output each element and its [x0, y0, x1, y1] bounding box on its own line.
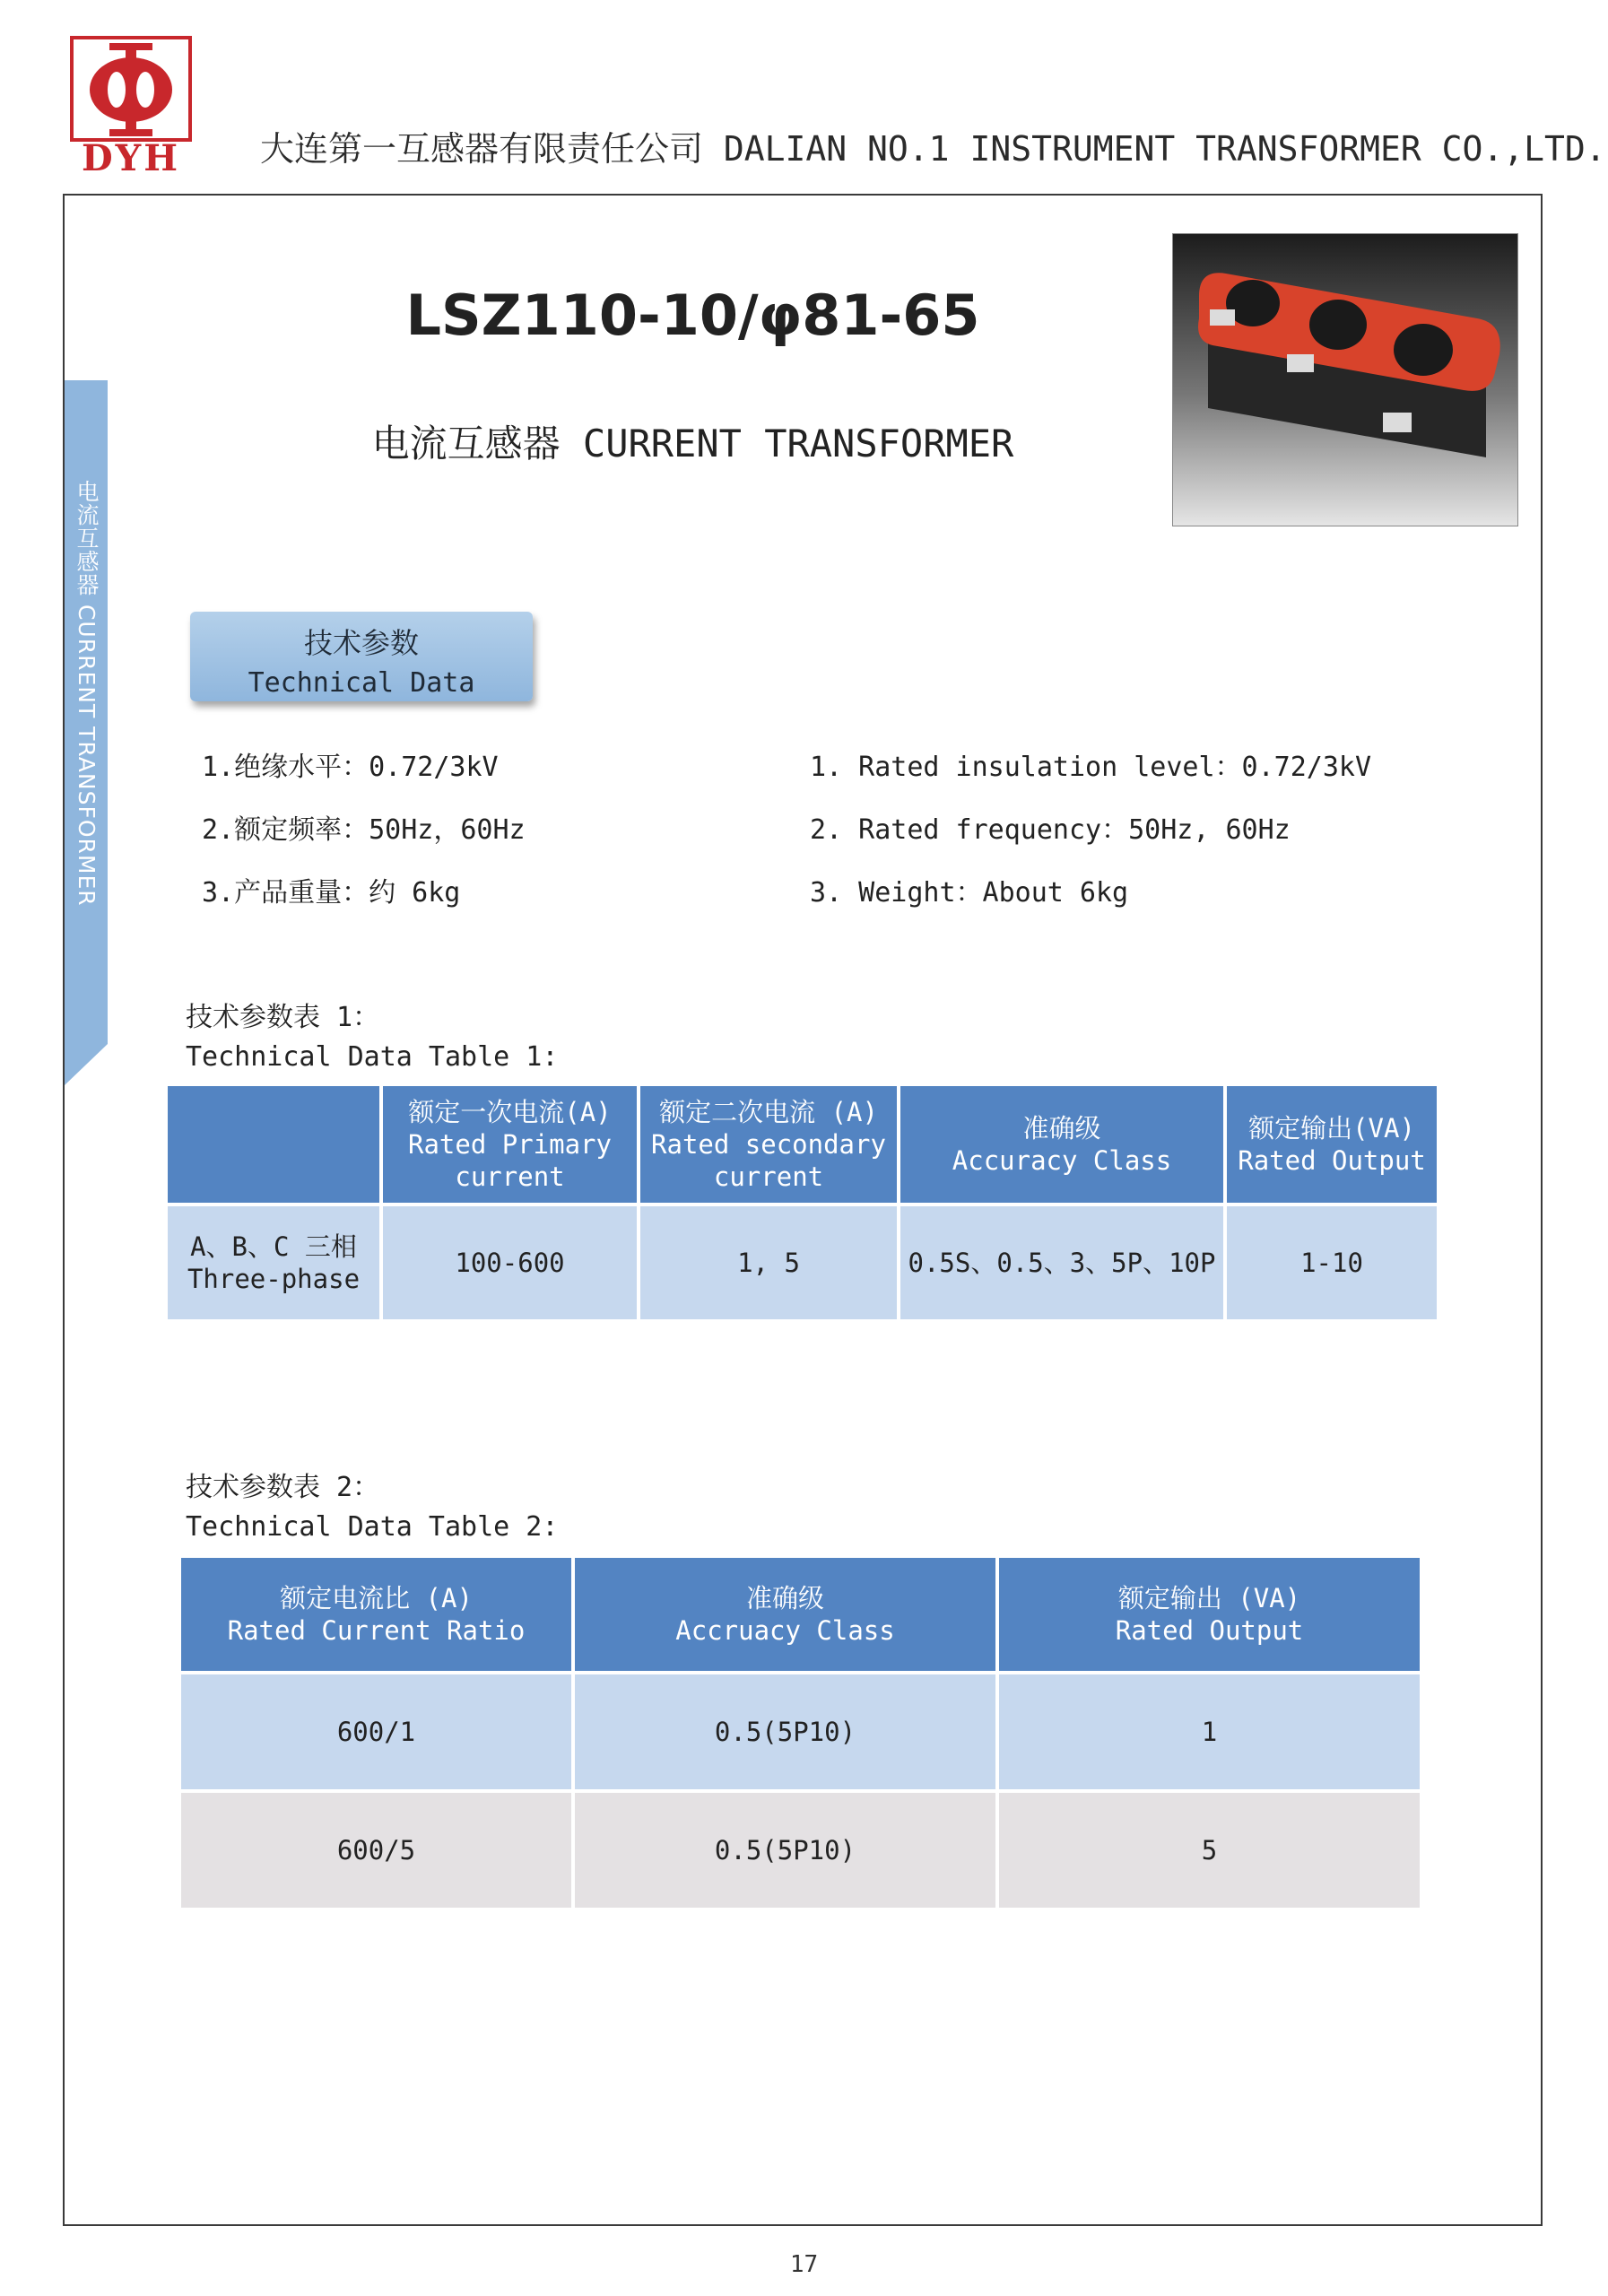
company-name-en: DALIAN NO.1 INSTRUMENT TRANSFORMER CO.,LTD. [723, 129, 1606, 169]
badge-title-en: Technical Data [248, 667, 475, 699]
spec-weight-en: 3. Weight：About 6kg [810, 877, 1129, 909]
company-name [260, 121, 1606, 170]
table1-caption [186, 998, 558, 1077]
spec-insulation-en: 1. Rated insulation level：0.72/3kV [810, 752, 1372, 783]
table2-header-row [181, 1558, 1420, 1671]
page-number: 17 [789, 2251, 819, 2278]
table2-caption [186, 1468, 558, 1547]
company-name-zh: 大连第一互感器有限责任公司 [260, 129, 704, 169]
spec-frequency-en: 2. Rated frequency：50Hz, 60Hz [810, 814, 1291, 846]
table2-header-accuracy: 准确级 Accruacy Class [575, 1558, 995, 1671]
side-tab-label: 电流互感器 CURRENT TRANSFORMER [74, 480, 100, 907]
table1-caption-en: Technical Data Table 1: [186, 1041, 559, 1073]
technical-data-badge [190, 612, 533, 701]
table2-header-ratio: 额定电流比 (A) Rated Current Ratio [181, 1558, 571, 1671]
table1-accuracy-cell: 0.5S、0.5、3、5P、10P [900, 1206, 1223, 1319]
model-title: LSZ110-10/φ81-65 [405, 283, 980, 348]
table1-caption-zh: 技术参数表 1： [186, 1002, 380, 1033]
logo-text: DYH [81, 137, 181, 176]
table1-header-accuracy: 准确级 Accuracy Class [900, 1086, 1223, 1203]
specs-list-en [810, 744, 1371, 933]
table2-caption-zh: 技术参数表 2： [186, 1472, 380, 1503]
table1-primary-cell: 100-600 [383, 1206, 637, 1319]
company-logo [70, 36, 192, 176]
table1-secondary-cell: 1, 5 [640, 1206, 897, 1319]
table1-phase-cell: A、B、C 三相 Three-phase [168, 1206, 379, 1319]
table1-output-cell: 1-10 [1227, 1206, 1437, 1319]
spec-weight-zh: 3.产品重量：约 6kg [202, 877, 461, 909]
technical-data-table-1 [164, 1083, 1440, 1323]
product-subtitle: 电流互感器 CURRENT TRANSFORMER [371, 422, 1014, 465]
table2-output-cell: 5 [999, 1793, 1420, 1908]
table1-header-secondary: 额定二次电流 (A) Rated secondary current [640, 1086, 897, 1203]
spec-insulation-zh: 1.绝缘水平：0.72/3kV [202, 752, 499, 783]
product-photo [1172, 233, 1518, 526]
table1-header-blank [168, 1086, 379, 1203]
table2-header-output: 额定输出 (VA) Rated Output [999, 1558, 1420, 1671]
table2-accuracy-cell: 0.5(5P10) [575, 1674, 995, 1789]
technical-data-table-2 [178, 1554, 1423, 1911]
table-row [181, 1674, 1420, 1789]
table2-accuracy-cell: 0.5(5P10) [575, 1793, 995, 1908]
table2-caption-en: Technical Data Table 2: [186, 1511, 559, 1543]
table1-header-row [168, 1086, 1437, 1203]
table-row [168, 1206, 1437, 1319]
spec-frequency-zh: 2.额定频率：50Hz，60Hz [202, 814, 526, 846]
specs-list-zh [202, 744, 526, 933]
table1-header-primary: 额定一次电流(A) Rated Primary current [383, 1086, 637, 1203]
table-row [181, 1793, 1420, 1908]
badge-title-zh: 技术参数 [303, 626, 419, 660]
table2-ratio-cell: 600/1 [181, 1674, 571, 1789]
table2-ratio-cell: 600/5 [181, 1793, 571, 1908]
table1-header-output: 额定输出(VA) Rated Output [1227, 1086, 1437, 1203]
table2-output-cell: 1 [999, 1674, 1420, 1789]
